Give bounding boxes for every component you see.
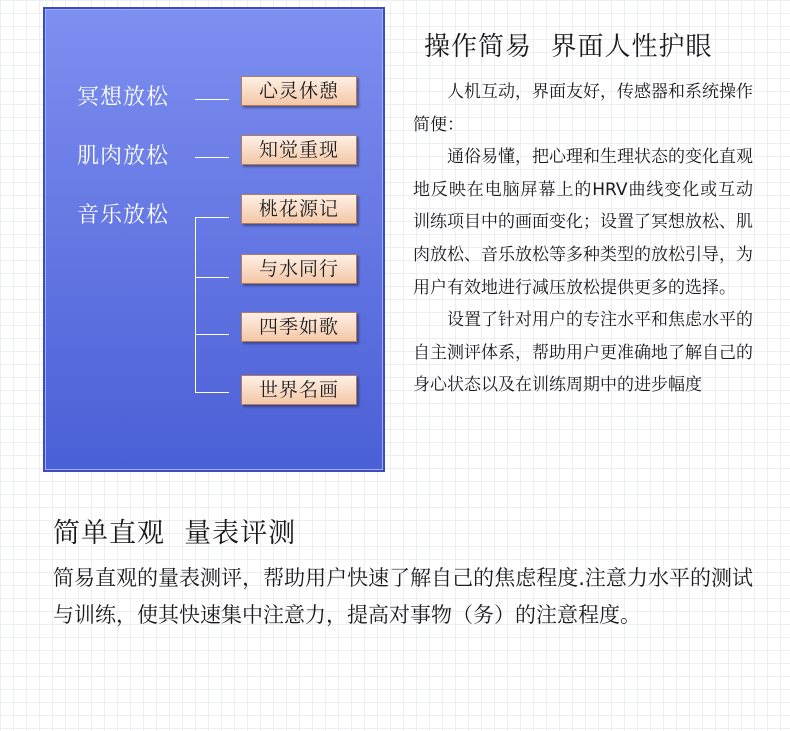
feature1-body xyxy=(413,76,753,402)
connector-line xyxy=(195,334,229,335)
feature1-paragraph: 设置了针对用户的专注水平和焦虑水平的自主测评体系，帮助用户更准确地了解自己的身心状态以及在训练周期中的进步幅度 xyxy=(413,310,753,396)
connector-line xyxy=(195,157,229,158)
category-music: 音乐放松 xyxy=(77,203,170,228)
tree-branch-line xyxy=(195,217,196,392)
feature1-paragraph: 人机互动，界面友好，传感器和系统操作简便： xyxy=(413,82,753,135)
item-four-seasons-button[interactable]: 四季如歌 xyxy=(241,312,357,342)
connector-line xyxy=(195,392,229,393)
item-peach-blossom-button[interactable]: 桃花源记 xyxy=(241,194,357,224)
item-perception-button[interactable]: 知觉重现 xyxy=(241,135,357,165)
item-with-water-button[interactable]: 与水同行 xyxy=(241,254,357,284)
item-heart-rest-button[interactable]: 心灵休憩 xyxy=(241,76,357,106)
relaxation-panel xyxy=(43,7,385,472)
feature1-title: 操作简易 界面人性护眼 xyxy=(424,32,713,62)
connector-line xyxy=(195,99,229,100)
feature2-title: 简单直观 量表评测 xyxy=(53,518,297,549)
connector-line xyxy=(195,277,229,278)
category-meditation: 冥想放松 xyxy=(77,85,170,110)
category-muscle: 肌肉放松 xyxy=(77,144,170,169)
feature1-paragraph: 通俗易懂，把心理和生理状态的变化直观地反映在电脑屏幕上的HRV曲线变化或互动训练项目中的画面变化；设置了冥想放松、肌肉放松、音乐放松等多种类型的放松引导，为用户有效地进行减压放松提供更多的选择。 xyxy=(413,147,753,298)
connector-line xyxy=(195,217,229,218)
item-world-paintings-button[interactable]: 世界名画 xyxy=(241,375,357,405)
feature2-body: 简易直观的量表测评，帮助用户快速了解自己的焦虑程度.注意力水平的测试与训练，使其快速集中注意力，提高对事物（务）的注意程度。 xyxy=(53,566,753,627)
